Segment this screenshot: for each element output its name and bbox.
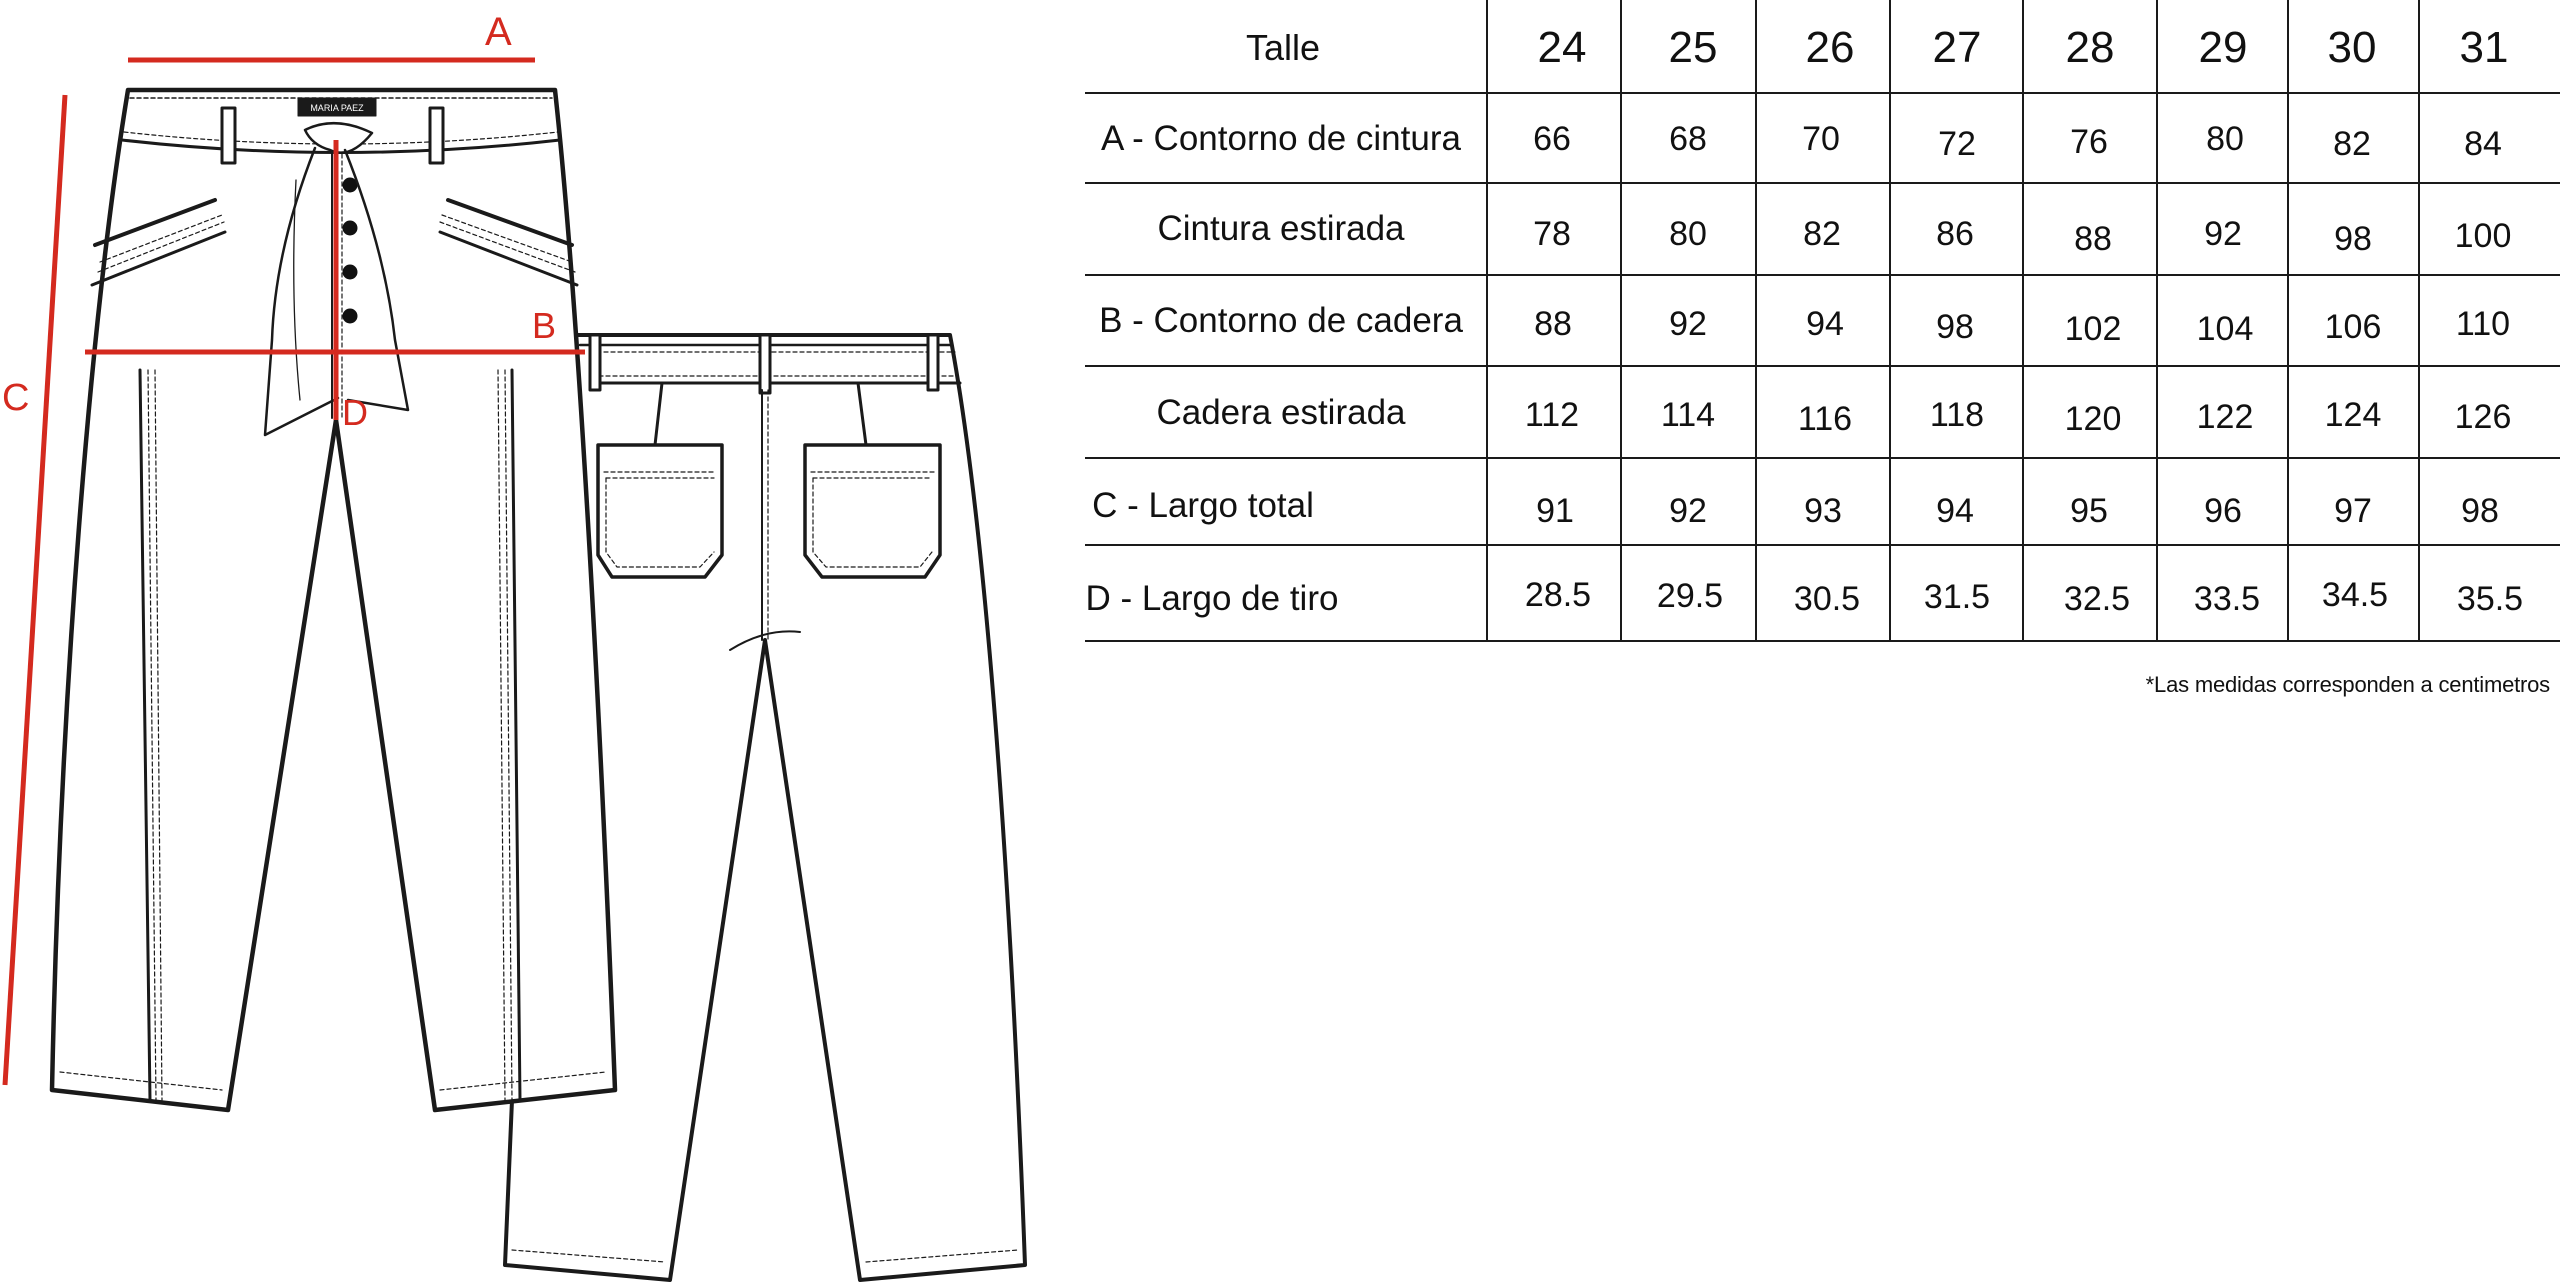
row-label: D - Largo de tiro [1085,579,1339,618]
label-c: C [2,377,30,419]
table-cell: 98 [2334,220,2372,258]
table-row [1086,576,2524,618]
table-cell: 124 [2324,396,2382,434]
table-cell: 82 [1803,215,1841,253]
table-cell: 35.5 [2456,580,2524,618]
size-chart-table [1085,0,2560,642]
table-cell: 91 [1536,492,1574,530]
row-label: Cintura estirada [1157,209,1405,248]
pants-technical-drawing [0,0,1040,1283]
table-cell: 84 [2464,125,2502,163]
table-cell: 97 [2334,492,2372,530]
table-cell: 70 [1802,120,1840,158]
measurement-note: *Las medidas corresponden a centimetros [2145,672,2550,697]
row-label: B - Contorno de cadera [1099,301,1463,340]
row-label: A - Contorno de cintura [1101,119,1461,158]
table-cell: 66 [1533,120,1571,158]
table-cell: 120 [2064,400,2122,438]
table-cell: 34.5 [2321,576,2389,614]
label-b: B [532,305,557,346]
size-header: 24 [1537,23,1587,72]
table-cell: 118 [1929,396,1985,434]
table-cell: 72 [1938,125,1976,163]
table-cell: 126 [2454,398,2512,436]
table-cell: 104 [2196,310,2254,348]
table-cell: 92 [1669,305,1707,343]
table-cell: 68 [1669,120,1707,158]
table-cell: 29.5 [1656,577,1724,615]
table-row [1101,119,2502,163]
back-pocket-right [805,445,940,577]
size-header: 25 [1668,23,1718,72]
table-cell: 32.5 [2063,580,2131,618]
table-cell: 88 [1534,305,1572,343]
header-talle: Talle [1245,27,1321,68]
label-d: D [342,392,368,433]
table-cell: 80 [1669,215,1707,253]
table-cell: 100 [2454,217,2512,255]
table-cell: 86 [1936,215,1974,253]
table-cell: 96 [2204,492,2242,530]
label-a: A [485,10,512,54]
table-cell: 102 [2064,310,2122,348]
table-row [1157,209,2511,258]
table-cell: 88 [2074,220,2112,258]
table-cell: 78 [1533,215,1571,253]
table-cell: 76 [2070,123,2108,161]
table-row [1099,301,2510,348]
size-header: 28 [2065,23,2115,72]
table-cell: 92 [2204,215,2242,253]
table-cell: 31.5 [1923,578,1991,616]
size-header: 31 [2459,23,2509,72]
table-cell: 33.5 [2193,580,2261,618]
table-row [1156,393,2511,438]
table-cell: 95 [2070,492,2108,530]
table-cell: 116 [1797,400,1853,438]
table-cell: 114 [1660,396,1716,434]
size-header: 26 [1805,23,1855,72]
table-cell: 98 [2461,492,2499,530]
table-cell: 30.5 [1793,580,1861,618]
table-cell: 28.5 [1524,576,1592,614]
table-cell: 93 [1804,492,1842,530]
table-cell: 98 [1936,308,1974,346]
table-cell: 94 [1936,492,1974,530]
size-header: 27 [1932,23,1982,72]
table-cell: 122 [2196,398,2254,436]
brand-tag-text: MARIA PAEZ [310,103,364,113]
size-header: 29 [2198,23,2248,72]
table-cell: 82 [2333,125,2371,163]
row-label: C - Largo total [1092,486,1314,525]
table-cell: 112 [1524,396,1580,434]
table-cell: 106 [2324,308,2382,346]
row-label: Cadera estirada [1156,393,1406,432]
back-pocket-left [598,445,722,577]
table-cell: 92 [1669,492,1707,530]
size-header: 30 [2327,23,2377,72]
table-cell: 110 [2455,305,2511,343]
table-cell: 80 [2206,120,2244,158]
table-cell: 94 [1806,305,1844,343]
